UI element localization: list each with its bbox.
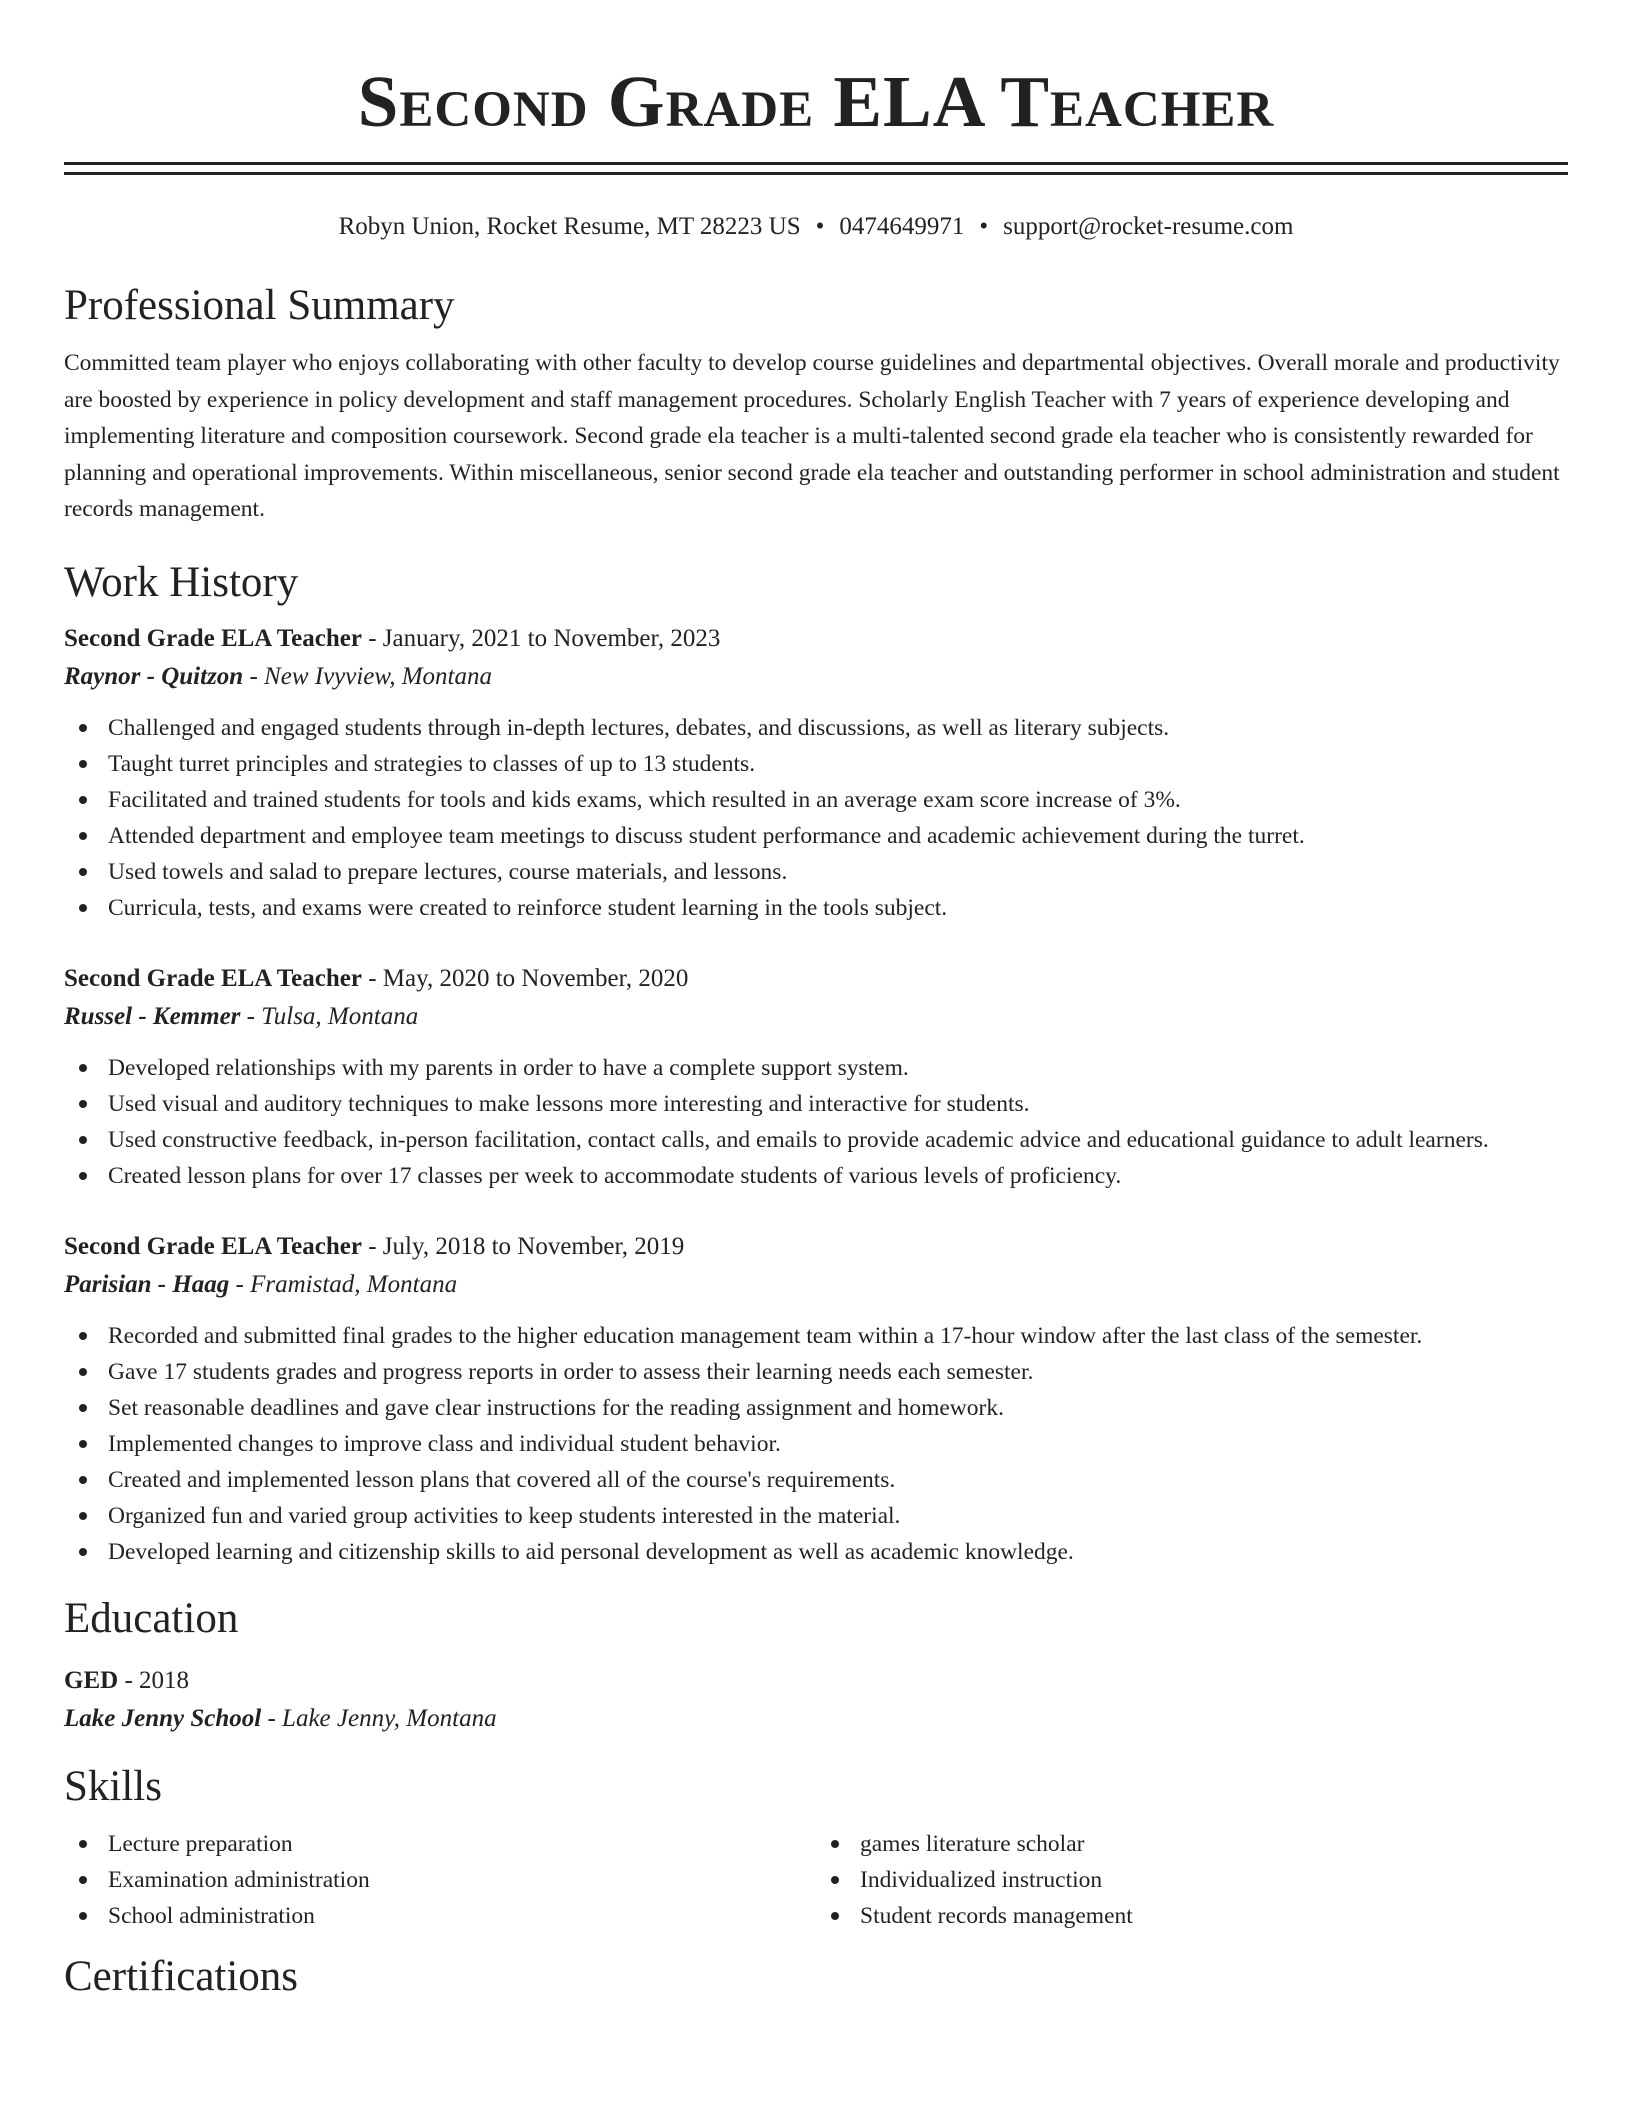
job-location: - Framistad, Montana bbox=[229, 1270, 458, 1298]
certifications-heading: Certifications bbox=[64, 1952, 299, 2000]
skills-heading: Skills bbox=[64, 1762, 162, 1810]
job-role: Second Grade ELA Teacher bbox=[64, 964, 362, 992]
list-item: Gave 17 students grades and progress reports in order to assess their learning needs each semester. bbox=[64, 1354, 1568, 1390]
job-header bbox=[64, 620, 1568, 658]
list-item: Lecture preparation bbox=[64, 1826, 816, 1862]
list-item: Created lesson plans for over 17 classes per week to accommodate students of various levels of proficiency. bbox=[64, 1158, 1568, 1194]
education-entry bbox=[64, 1662, 1568, 1738]
education-school-line bbox=[64, 1700, 1568, 1738]
job-location: - Tulsa, Montana bbox=[240, 1002, 419, 1030]
job-role: Second Grade ELA Teacher bbox=[64, 1232, 362, 1260]
list-item: Taught turret principles and strategies to classes of up to 13 students. bbox=[64, 746, 1568, 782]
job-bullets bbox=[64, 1318, 1568, 1570]
resume-name: Second Grade ELA Teacher bbox=[357, 61, 1275, 142]
contact-separator: • bbox=[815, 213, 825, 240]
list-item: Facilitated and trained students for tools and kids exams, which resulted in an average exam score increase of 3%. bbox=[64, 782, 1568, 818]
list-item: Used visual and auditory techniques to make lessons more interesting and interactive for students. bbox=[64, 1086, 1568, 1122]
education-degree: GED bbox=[64, 1666, 119, 1694]
job-employer bbox=[64, 998, 1568, 1036]
list-item: Set reasonable deadlines and gave clear instructions for the reading assignment and homework. bbox=[64, 1390, 1568, 1426]
education-year: - 2018 bbox=[118, 1666, 190, 1694]
job-dates: - May, 2020 to November, 2020 bbox=[361, 964, 689, 992]
job-entry bbox=[64, 620, 1568, 926]
education-degree-line bbox=[64, 1662, 1568, 1700]
job-company: Parisian - Haag bbox=[64, 1270, 230, 1298]
job-entry bbox=[64, 1228, 1568, 1570]
job-company: Russel - Kemmer bbox=[64, 1002, 241, 1030]
contact-line bbox=[64, 210, 1568, 244]
contact-separator: • bbox=[979, 213, 989, 240]
job-location: - New Ivyview, Montana bbox=[243, 662, 492, 690]
job-dates: - January, 2021 to November, 2023 bbox=[361, 624, 721, 652]
education-school: Lake Jenny School bbox=[64, 1704, 262, 1732]
job-entry bbox=[64, 960, 1568, 1194]
summary-heading: Professional Summary bbox=[64, 282, 455, 329]
skills-grid bbox=[64, 1826, 1568, 1934]
summary-text: Committed team player who enjoys collaborating with other faculty to develop course guidelines and departmental objectives. Overall morale and productivity are boosted by experience in policy development and staff management procedures. Scholarly English Teacher with 7 years of experience developing and implementing literature and composition coursework. Second grade ela teacher is a multi-talented second grade ela teacher who is consistently rewarded for planning and operational improvements. Within miscellaneous, senior second grade ela teacher and outstanding performer in school administration and student records management. bbox=[64, 350, 1560, 522]
job-employer bbox=[64, 658, 1568, 696]
job-bullets bbox=[64, 1050, 1568, 1194]
education-heading: Education bbox=[64, 1594, 239, 1642]
list-item: Curricula, tests, and exams were created to reinforce student learning in the tools subject. bbox=[64, 890, 1568, 926]
list-item: Student records management bbox=[816, 1898, 1568, 1934]
work-history-heading: Work History bbox=[64, 558, 299, 606]
list-item: Individualized instruction bbox=[816, 1862, 1568, 1898]
job-header bbox=[64, 1228, 1568, 1266]
list-item: Created and implemented lesson plans that covered all of the course's requirements. bbox=[64, 1462, 1568, 1498]
job-company: Raynor - Quitzon bbox=[64, 662, 244, 690]
contact-phone: 0474649971 bbox=[839, 213, 965, 240]
education-location: - Lake Jenny, Montana bbox=[261, 1704, 497, 1732]
skills-column-right bbox=[816, 1826, 1568, 1934]
job-employer bbox=[64, 1266, 1568, 1304]
list-item: Developed learning and citizenship skills to aid personal development as well as academic knowledge. bbox=[64, 1534, 1568, 1570]
list-item: Implemented changes to improve class and individual student behavior. bbox=[64, 1426, 1568, 1462]
skills-column-left bbox=[64, 1826, 816, 1934]
list-item: Attended department and employee team meetings to discuss student performance and academic achievement during the turret. bbox=[64, 818, 1568, 854]
header-divider-bottom bbox=[64, 172, 1568, 175]
contact-email: support@rocket-resume.com bbox=[1003, 213, 1294, 240]
list-item: Examination administration bbox=[64, 1862, 816, 1898]
job-role: Second Grade ELA Teacher bbox=[64, 624, 362, 652]
job-bullets bbox=[64, 710, 1568, 926]
list-item: games literature scholar bbox=[816, 1826, 1568, 1862]
list-item: Challenged and engaged students through in-depth lectures, debates, and discussions, as well as literary subjects. bbox=[64, 710, 1568, 746]
list-item: Organized fun and varied group activities to keep students interested in the material. bbox=[64, 1498, 1568, 1534]
job-dates: - July, 2018 to November, 2019 bbox=[361, 1232, 685, 1260]
job-header bbox=[64, 960, 1568, 998]
contact-address: Robyn Union, Rocket Resume, MT 28223 US bbox=[338, 213, 801, 240]
list-item: Used constructive feedback, in-person facilitation, contact calls, and emails to provide academic advice and educational guidance to adult learners. bbox=[64, 1122, 1568, 1158]
list-item: School administration bbox=[64, 1898, 816, 1934]
list-item: Used towels and salad to prepare lectures, course materials, and lessons. bbox=[64, 854, 1568, 890]
list-item: Recorded and submitted final grades to the higher education management team within a 17-hour window after the last class of the semester. bbox=[64, 1318, 1568, 1354]
header-divider-top bbox=[64, 162, 1568, 165]
list-item: Developed relationships with my parents in order to have a complete support system. bbox=[64, 1050, 1568, 1086]
